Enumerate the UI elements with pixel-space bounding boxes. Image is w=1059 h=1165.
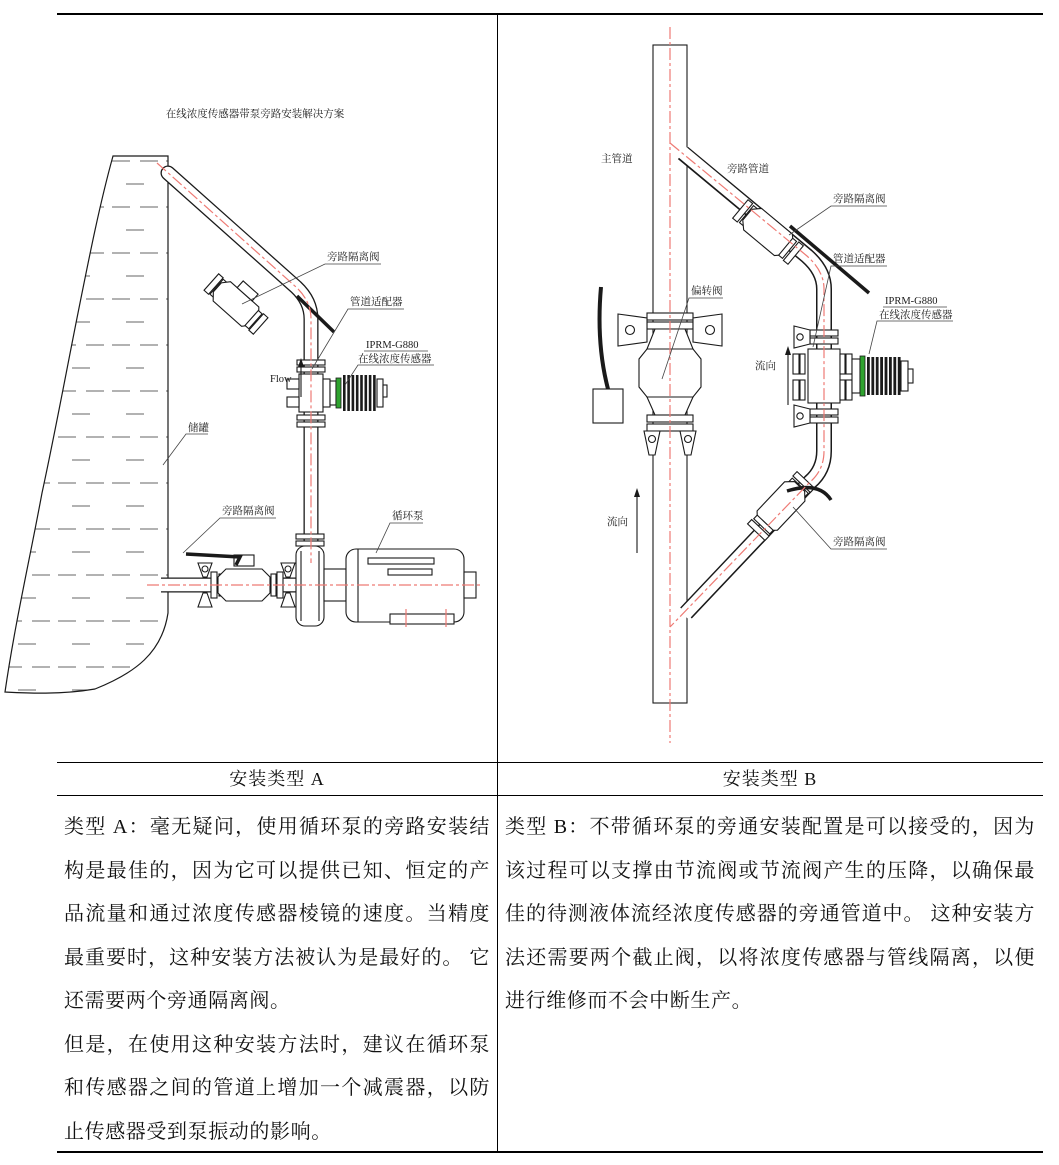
- paragraph: 但是，在使用这种安装方法时，建议在循环泵和传感器之间的管道上增加一个减震器，以防止传感器受到泵振动的影响。: [64, 1033, 490, 1143]
- header-type-a: 安装类型 A: [229, 769, 325, 789]
- valve-handle: [186, 554, 240, 565]
- valve-lever: [600, 287, 608, 389]
- sensor-green-ring: [860, 356, 865, 396]
- sensor-assembly: [793, 326, 913, 427]
- flow-label-bypass: 流向: [755, 361, 776, 372]
- diagram-installation-type-b: [497, 13, 1043, 762]
- label-sensor-model: IPRM-G880: [366, 340, 419, 351]
- label-sensor-name: 在线浓度传感器: [879, 310, 953, 321]
- body-text-type-b: [505, 806, 1035, 1024]
- pump-train: [186, 534, 476, 627]
- pump-volute: [296, 546, 324, 626]
- diagram-a-title: 在线浓度传感器带泵旁路安装解决方案: [165, 109, 345, 120]
- label-bypass-valve-top: 旁路隔离阀: [327, 252, 380, 263]
- storage-tank: [5, 156, 168, 693]
- paragraph: 类型 B：不带循环泵的旁通安装配置是可以接受的，因为该过程可以支撑由节流阀或节流阀产生的压降，以确保最佳的待测液体流经浓度传感器的旁通管道中。 这种安装方法还需要两个截止阀，以将浓度传感器与管线隔离，以便进行维修而不会中断生产。: [505, 816, 1035, 1012]
- label-pipe-adapter: 管道适配器: [833, 254, 886, 265]
- label-sensor-model: IPRM-G880: [885, 296, 938, 307]
- bypass-isolation-valve-top: [731, 198, 869, 293]
- label-pipe-adapter: 管道适配器: [350, 297, 403, 308]
- label-bypass-valve-top: 旁路隔离阀: [833, 194, 886, 205]
- paragraph: 类型 A：毫无疑问，使用循环泵的旁路安装结构是最佳的，因为它可以提供已知、恒定的产品流量和通过浓度传感器棱镜的速度。当精度最重要时，这种安装方法被认为是最好的。 它还需要两个旁通隔离阀。: [64, 816, 490, 1012]
- header-row-bottom-border: [57, 795, 1043, 796]
- sensor-green-ring: [336, 378, 341, 408]
- label-main-pipe: 主管道: [601, 154, 633, 165]
- flow-arrow-bypass: [755, 346, 791, 405]
- label-bypass-pipe: 旁路管道: [727, 164, 769, 175]
- header-row-top-border: [57, 762, 1043, 763]
- label-divert-valve: 偏转阀: [691, 286, 723, 297]
- sensor-assembly: [287, 360, 387, 427]
- flow-label: Flow: [270, 374, 292, 385]
- label-circulation-pump: 循环泵: [392, 511, 424, 522]
- header-type-b: 安装类型 B: [722, 769, 818, 789]
- flow-arrow-main: [607, 488, 640, 553]
- label-bypass-valve-bottom: 旁路隔离阀: [833, 537, 886, 548]
- label-bypass-valve-bottom: 旁路隔离阀: [222, 506, 275, 517]
- sensor-fins: [867, 357, 901, 395]
- flow-label-main: 流向: [607, 517, 628, 528]
- body-text-type-a: [64, 806, 490, 1154]
- label-sensor-name: 在线浓度传感器: [358, 354, 432, 365]
- label-storage-tank: 储罐: [188, 423, 209, 434]
- diagram-installation-type-a: [0, 13, 497, 762]
